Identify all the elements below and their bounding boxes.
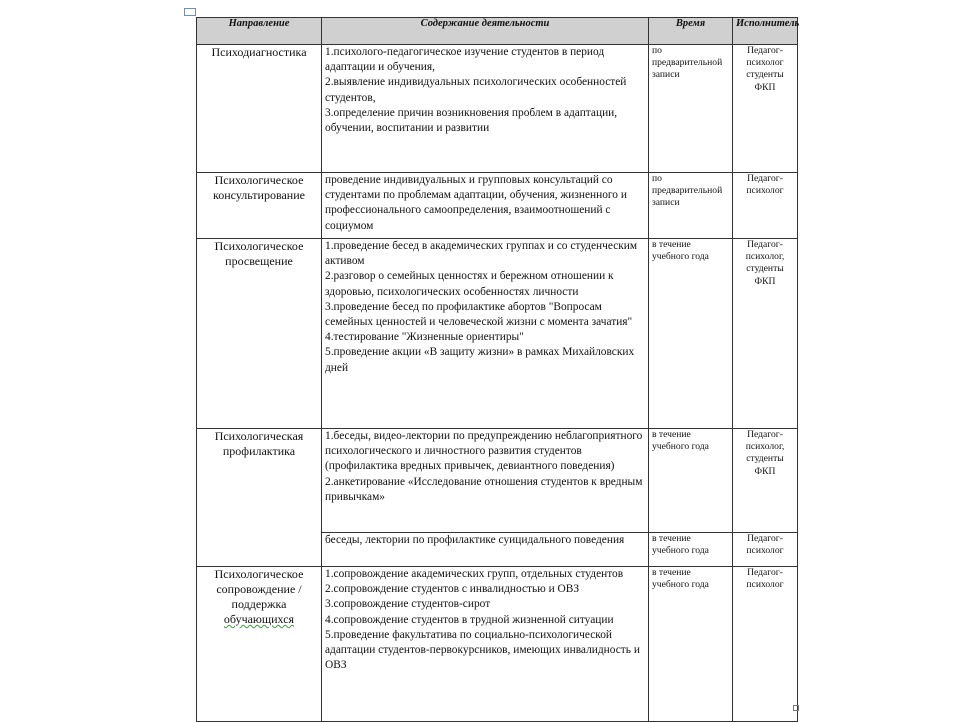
content-item: 1.беседы, видео-лектории по предупреждению неблагоприятного психологического и личностного развития студентов (профилактика вредных привычек, девиантного поведения) <box>325 430 643 473</box>
executor-cell: Педагог-психолог студенты ФКП <box>733 45 798 173</box>
executor-cell: Педагог-психолог, студенты ФКП <box>733 429 798 533</box>
content-item: 3.проведение бесед по профилактике абортов "Вопросам семейных ценностей и человеческой жизни с момента зачатия" <box>325 300 633 329</box>
time-cell: по предварительной записи <box>649 45 733 173</box>
content-item: 1.психолого-педагогическое изучение студентов в период адаптации и обучения, <box>325 46 605 74</box>
table-row <box>197 567 798 722</box>
time-cell: в течение учебного года <box>649 239 733 429</box>
table-row <box>197 45 798 173</box>
content-item: 2.выявление индивидуальных психологических особенностей студентов, <box>325 76 627 104</box>
time-cell: в течение учебного года <box>649 567 733 722</box>
content-cell <box>322 239 649 429</box>
time-cell: в течение учебного года <box>649 533 733 567</box>
executor-cell: Педагог-психолог <box>733 567 798 722</box>
content-item: 3.определение причин возникновения проблем в адаптации, обучении, воспитании и развитии <box>325 106 618 135</box>
content-item: 4.тестирование "Жизненные ориентиры" <box>325 331 524 344</box>
direction-cell: Психологическая профилактика <box>197 429 322 567</box>
content-cell <box>322 533 649 567</box>
resize-handle-icon <box>793 705 799 711</box>
content-item: беседы, лектории по профилактике суицидального поведения <box>325 534 625 546</box>
content-item: 3.сопровождение студентов-сирот <box>325 598 491 611</box>
direction-cell: Психологическое просвещение <box>197 239 322 429</box>
content-item: 1.проведение бесед в академических группах и со студенческим активом <box>325 240 638 268</box>
content-item: 2.анкетирование «Исследование отношения студентов к вредным привычкам» <box>325 475 643 503</box>
table-row <box>197 429 798 533</box>
content-item: проведение индивидуальных и групповых консультаций со студентами по проблемам адаптации, обучения, жизненного и профессионального самоопределения, взаимоотношений с социумом <box>325 174 627 232</box>
header-executor: Исполнитель <box>733 18 798 45</box>
direction-cell: Психологическое консультирование <box>197 173 322 239</box>
header-time: Время <box>649 18 733 45</box>
executor-cell: Педагог-психолог <box>733 533 798 567</box>
executor-cell: Педагог-психолог, студенты ФКП <box>733 239 798 429</box>
table-row <box>197 173 798 239</box>
content-item: 5.проведение акции «В защиту жизни» в рамках Михайловских дней <box>325 346 635 374</box>
content-cell <box>322 567 649 722</box>
direction-cell: Психодиагностика <box>197 45 322 173</box>
content-cell <box>322 45 649 173</box>
activity-plan-table <box>196 17 798 722</box>
content-item: 2.сопровождение студентов с инвалидностью и ОВЗ <box>325 583 580 596</box>
content-cell <box>322 429 649 533</box>
content-item: 1.сопровождение академических групп, отдельных студентов <box>325 568 624 580</box>
header-direction: Направление <box>197 18 322 45</box>
content-cell <box>322 173 649 239</box>
table-header-row <box>197 18 798 45</box>
executor-cell: Педагог-психолог <box>733 173 798 239</box>
document-anchor-icon <box>184 8 196 16</box>
content-item: 4.сопровождение студентов в трудной жизненной ситуации <box>325 613 614 626</box>
time-cell: в течение учебного года <box>649 429 733 533</box>
time-cell: по предварительной записи <box>649 173 733 239</box>
direction-cell <box>197 567 322 722</box>
direction-line: Психологическое сопровождение / поддержка <box>214 567 304 611</box>
content-item: 2.разговор о семейных ценностях и бережном отношении к здоровью, психологических особенностях личности <box>325 270 614 298</box>
direction-line: обучающихся <box>223 612 295 626</box>
content-item: 5.проведение факультатива по социально-психологической адаптации студентов-первокурсников, имеющих инвалидность и ОВЗ <box>325 628 640 672</box>
header-content: Содержание деятельности <box>322 18 649 45</box>
table-row <box>197 239 798 429</box>
